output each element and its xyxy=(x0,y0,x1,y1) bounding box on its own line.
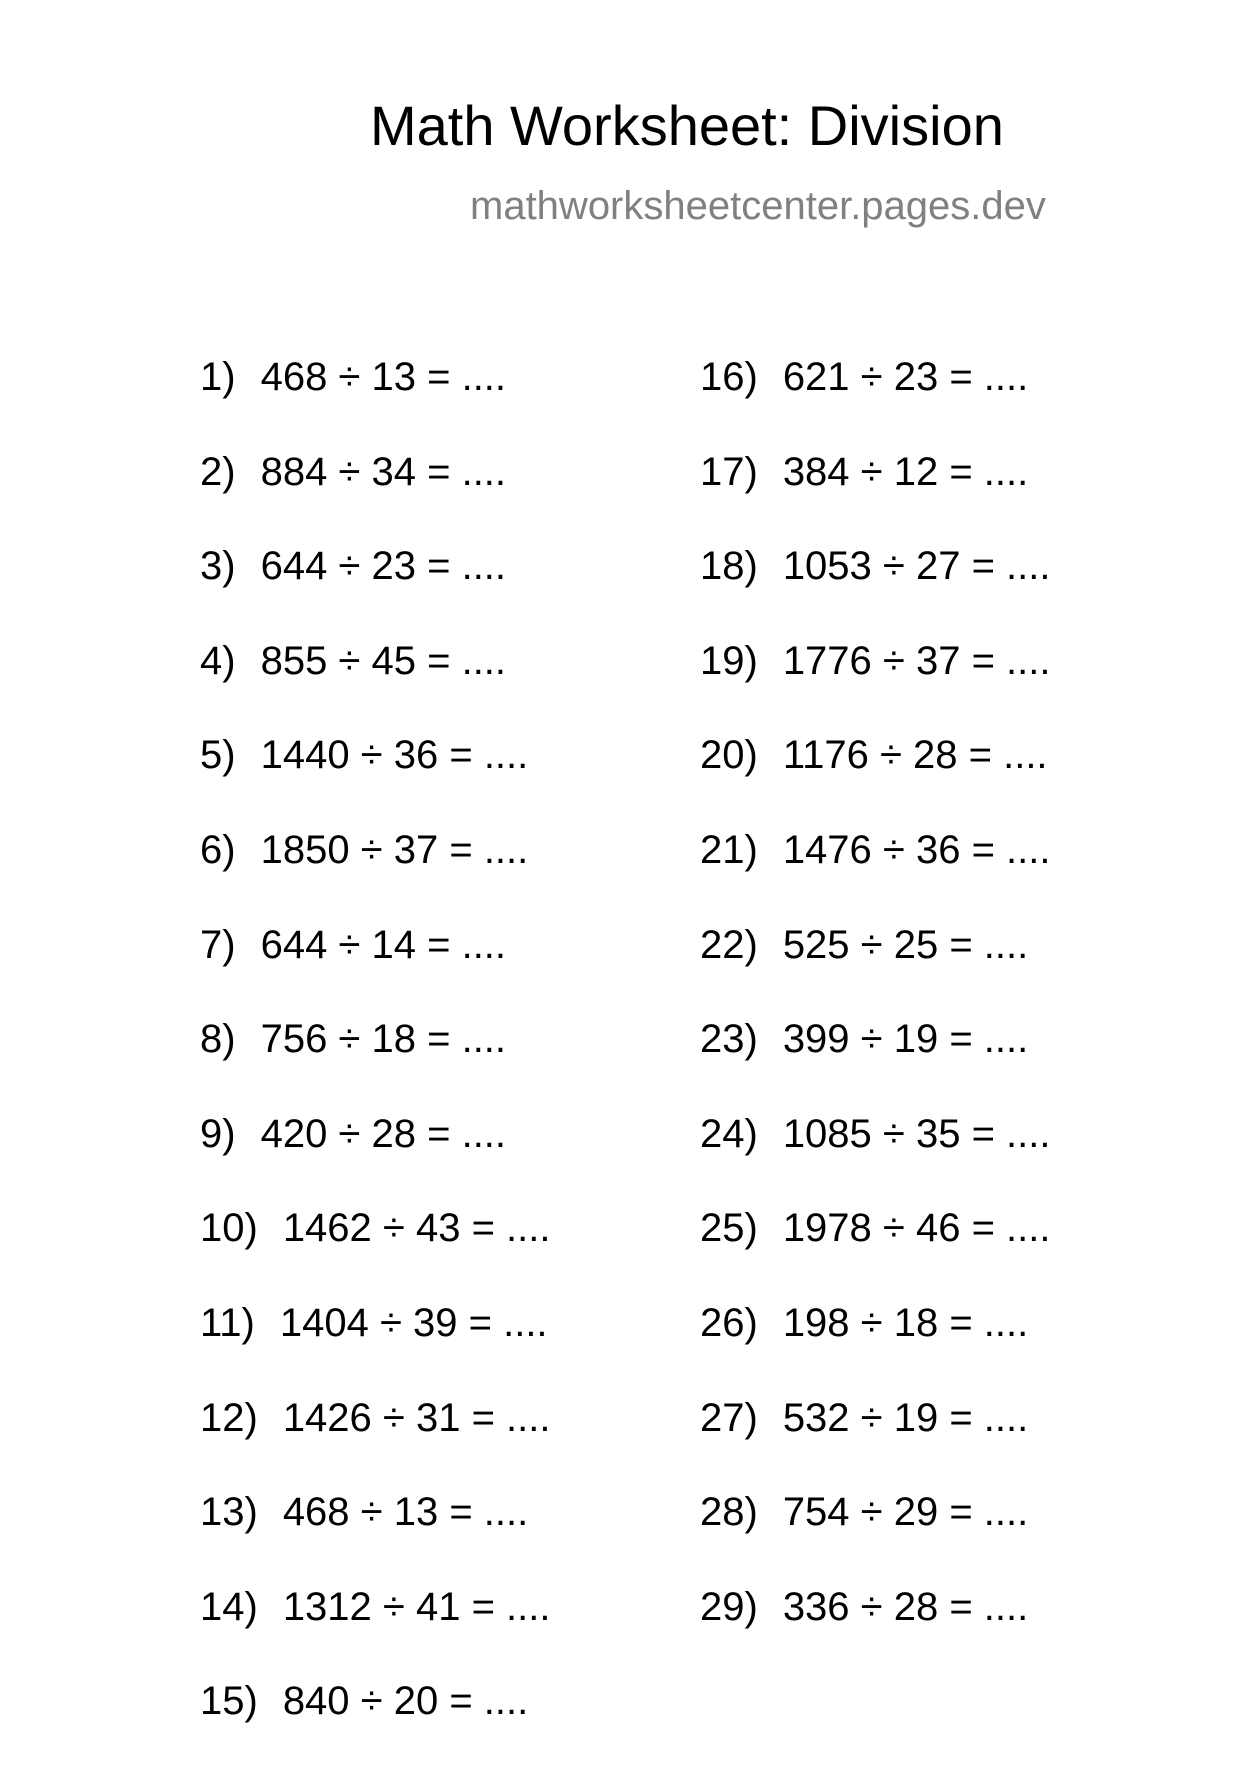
problem-item xyxy=(700,639,1051,734)
problem-expression: 525 ÷ 25 = .... xyxy=(782,922,1029,967)
problem-expression: 1978 ÷ 46 = .... xyxy=(782,1206,1051,1251)
problem-item xyxy=(200,828,551,923)
problem-expression: 855 ÷ 45 = .... xyxy=(260,638,507,683)
problem-item xyxy=(200,1585,551,1680)
problem-number: 26) xyxy=(700,1300,758,1345)
problem-number: 23) xyxy=(700,1017,758,1062)
problem-item xyxy=(700,450,1051,545)
problem-expression: 1426 ÷ 31 = .... xyxy=(282,1395,551,1440)
problem-expression: 1176 ÷ 28 = .... xyxy=(782,733,1048,778)
problem-expression: 1085 ÷ 35 = .... xyxy=(782,1111,1051,1156)
problem-expression: 1312 ÷ 41 = .... xyxy=(282,1584,551,1629)
problem-item xyxy=(700,1017,1051,1112)
problem-expression: 1404 ÷ 39 = .... xyxy=(279,1300,548,1345)
problem-item xyxy=(700,1585,1051,1680)
problem-number: 7) xyxy=(200,922,236,967)
problem-item xyxy=(200,544,551,639)
problem-item xyxy=(200,1017,551,1112)
problem-item xyxy=(200,1396,551,1491)
problem-number: 4) xyxy=(200,638,236,683)
problem-number: 28) xyxy=(700,1490,758,1535)
problem-number: 1) xyxy=(200,355,236,399)
problem-number: 8) xyxy=(200,1017,236,1062)
problem-expression: 336 ÷ 28 = .... xyxy=(782,1584,1029,1629)
problem-item xyxy=(200,1679,551,1774)
problem-number: 15) xyxy=(200,1679,258,1724)
problem-item xyxy=(200,450,551,545)
problem-item xyxy=(700,1301,1051,1396)
problem-expression: 420 ÷ 28 = .... xyxy=(260,1111,507,1156)
problem-number: 16) xyxy=(700,355,758,399)
problem-expression: 1850 ÷ 37 = .... xyxy=(260,827,529,872)
problem-number: 13) xyxy=(200,1490,258,1535)
problem-expression: 644 ÷ 14 = .... xyxy=(260,922,507,967)
problem-number: 27) xyxy=(700,1395,758,1440)
problem-expression: 532 ÷ 19 = .... xyxy=(782,1395,1029,1440)
problem-expression: 1462 ÷ 43 = .... xyxy=(282,1206,551,1251)
problem-number: 19) xyxy=(700,638,758,683)
problem-expression: 468 ÷ 13 = .... xyxy=(260,355,507,399)
problem-number: 17) xyxy=(700,449,758,494)
problem-expression: 840 ÷ 20 = .... xyxy=(282,1679,529,1724)
problem-expression: 399 ÷ 19 = .... xyxy=(782,1017,1029,1062)
problem-expression: 644 ÷ 23 = .... xyxy=(260,544,507,589)
problem-number: 20) xyxy=(700,733,758,778)
problem-number: 3) xyxy=(200,544,236,589)
problem-item xyxy=(200,1112,551,1207)
problem-number: 29) xyxy=(700,1584,758,1629)
problem-number: 9) xyxy=(200,1111,236,1156)
problem-column-right xyxy=(700,355,1051,1679)
problem-item xyxy=(200,639,551,734)
problem-expression: 1440 ÷ 36 = .... xyxy=(260,733,529,778)
problem-item xyxy=(700,544,1051,639)
problem-item xyxy=(700,1490,1051,1585)
problem-expression: 754 ÷ 29 = .... xyxy=(782,1490,1029,1535)
problem-expression: 1476 ÷ 36 = .... xyxy=(782,827,1051,872)
problem-number: 24) xyxy=(700,1111,758,1156)
problem-expression: 198 ÷ 18 = .... xyxy=(782,1300,1029,1345)
problem-number: 25) xyxy=(700,1206,758,1251)
problem-number: 2) xyxy=(200,449,236,494)
problem-item xyxy=(200,355,551,450)
website-url: mathworksheetcenter.pages.dev xyxy=(470,184,1046,228)
problem-expression: 1776 ÷ 37 = .... xyxy=(782,638,1051,683)
problem-number: 18) xyxy=(700,544,758,589)
problem-expression: 1053 ÷ 27 = .... xyxy=(782,544,1051,589)
problem-expression: 756 ÷ 18 = .... xyxy=(260,1017,507,1062)
problem-expression: 468 ÷ 13 = .... xyxy=(282,1490,529,1535)
problem-number: 11) xyxy=(200,1300,255,1345)
problem-expression: 621 ÷ 23 = .... xyxy=(782,355,1029,399)
problem-expression: 884 ÷ 34 = .... xyxy=(260,449,507,494)
problem-item xyxy=(200,1490,551,1585)
problem-number: 5) xyxy=(200,733,236,778)
problem-number: 14) xyxy=(200,1584,258,1629)
problem-column-left xyxy=(200,355,551,1774)
problem-item xyxy=(200,923,551,1018)
problem-expression: 384 ÷ 12 = .... xyxy=(782,449,1029,494)
problem-item xyxy=(200,1301,551,1396)
problem-item xyxy=(700,355,1051,450)
problem-item xyxy=(700,1206,1051,1301)
problem-item xyxy=(700,1112,1051,1207)
problem-item xyxy=(700,923,1051,1018)
problem-number: 22) xyxy=(700,922,758,967)
problem-item xyxy=(700,1396,1051,1491)
problem-number: 12) xyxy=(200,1395,258,1440)
worksheet-title: Math Worksheet: Division xyxy=(370,94,1004,157)
problem-item xyxy=(700,733,1051,828)
problem-item xyxy=(700,828,1051,923)
problem-number: 10) xyxy=(200,1206,258,1251)
problem-number: 6) xyxy=(200,827,236,872)
problem-number: 21) xyxy=(700,827,758,872)
problem-item xyxy=(200,1206,551,1301)
problem-item xyxy=(200,733,551,828)
